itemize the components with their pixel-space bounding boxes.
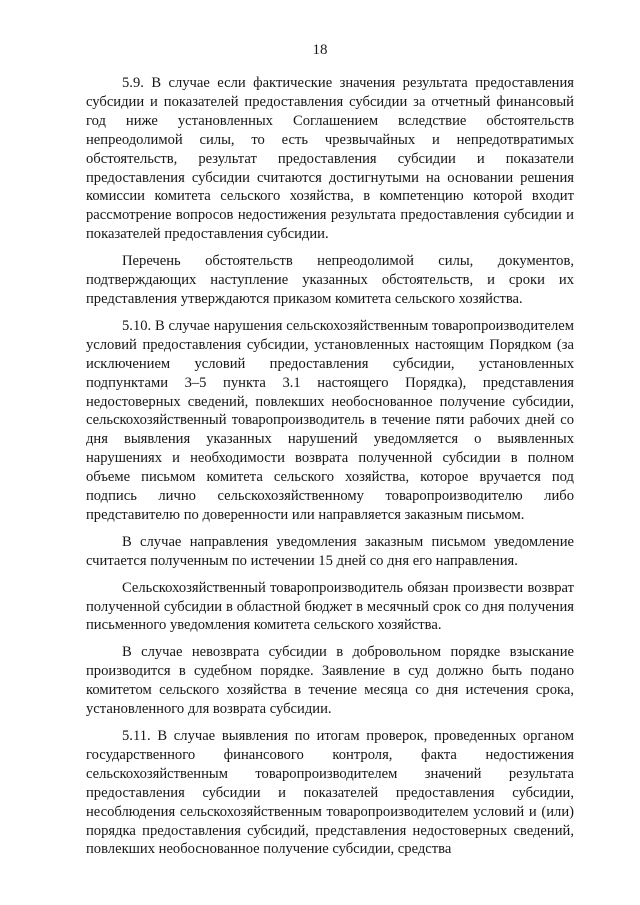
paragraph-registered-letter: В случае направления уведомления заказным письмом уведомление считается полученным по истечении 15 дней со дня его направления. [86,533,574,569]
paragraph-force-majeure-list: Перечень обстоятельств непреодолимой силы, документов, подтверждающих наступление указанных обстоятельств, и сроки их представления утверждаются приказом комитета сельского хозяйства. [86,253,574,307]
page-number: 18 [312,42,328,58]
paragraph-5-9: 5.9. В случае если фактические значения результата предоставления субсидии и показателей предоставления субсидии за отчетный финансовый год ниже установленных Соглашением вследствие обстоятельств непреодолимой силы, то есть чрезвычайных и непредотвратимых обстоятельств, результат предоставления субсидии и показатели предоставления субсидии считаются достигнутыми на основании решения комиссии комитета сельского хозяйства, в компетенцию которой входит рассмотрение вопросов недостижения результата предоставления субсидии и показателей предоставления субсидии. [86,75,574,243]
paragraph-refund-obligation: Сельскохозяйственный товаропроизводитель обязан произвести возврат полученной субсидии в областной бюджет в месячный срок со дня получения письменного уведомления комитета сельского хозяйства. [86,579,574,634]
paragraph-5-11: 5.11. В случае выявления по итогам проверок, проведенных органом государственного финансового контроля, факта недостижения сельскохозяйственным товаропроизводителем значений результата предоставления субсидии и показателей предоставления субсидии, несоблюдения сельскохозяйственным товаропроизводителем условий и (или) порядка предоставления субсидий, представления недостоверных сведений, повлекших необоснованное получение субсидии, средства [86,728,574,858]
paragraph-5-10: 5.10. В случае нарушения сельскохозяйственным товаропроизводителем условий предоставления субсидии, установленных настоящим Порядком (за исключением условий предоставления субсидии, установленных подпунктами 3–5 пункта 3.1 настоящего Порядка), представления недостоверных сведений, повлекших необоснованное получение субсидии, сельскохозяйственный товаропроизводитель в течение пяти рабочих дней со дня выявления указанных нарушений уведомляется о выявленных нарушениях и необходимости возврата полученной субсидии в полном объеме письмом комитета сельского хозяйства, которое вручается под подпись лично сельскохозяйственному товаропроизводителю либо представителю по доверенности или направляется заказным письмом. [86,317,574,523]
document-body [86,74,574,867]
paragraph-court-recovery: В случае невозврата субсидии в добровольном порядке взыскание производится в судебном порядке. Заявление в суд должно быть подано комитетом сельского хозяйства в течение месяца со дня истечения срока, установленного для возврата субсидии. [86,644,574,718]
